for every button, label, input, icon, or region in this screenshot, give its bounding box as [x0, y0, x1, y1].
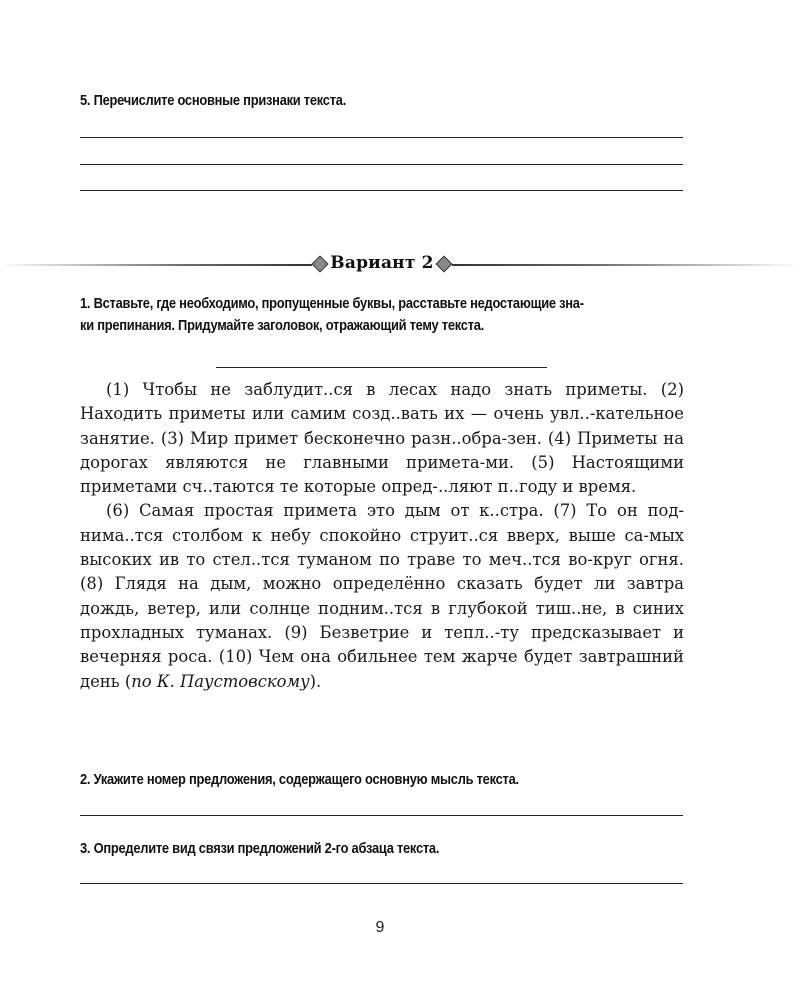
- answer-line[interactable]: [80, 190, 683, 191]
- diamond-icon: [312, 256, 329, 273]
- answer-line[interactable]: [80, 164, 683, 165]
- variant-title: Вариант 2: [330, 253, 434, 273]
- passage-paragraph-1: (1) Чтобы не заблудит..ся в лесах надо знать приметы. (2) Находить приметы или самим созд..вать их — очень увл..-кательное занятие. (3) Мир примет бесконечно разн..обра-зен. (4) Приметы на дорогах являются не главными примета-ми. (5) Настоящими приметами сч..таются те которые опред-..ляют п..году и время.: [80, 380, 684, 497]
- answer-line[interactable]: [80, 883, 683, 884]
- diamond-icon: [436, 256, 453, 273]
- header-rule-right: [452, 264, 800, 266]
- task-1-line-1: 1. Вставьте, где необходимо, пропущенные буквы, расставьте недостающие зна-: [80, 295, 584, 312]
- task-5-prompt: 5. Перечислите основные признаки текста.: [80, 92, 347, 109]
- task-3-prompt: 3. Определите вид связи предложений 2-го абзаца текста.: [80, 840, 440, 857]
- title-answer-line[interactable]: [216, 367, 547, 368]
- exercise-passage: [80, 378, 684, 694]
- task-1-prompt: [80, 293, 686, 337]
- passage-paragraph-2-text: (6) Самая простая примета это дым от к..стра. (7) То он под-нима..тся столбом к небу спокойно струит..ся вверх, выше са-мых высоких ив то стел..тся туманом по траве то меч..тся во-круг огня. (8) Глядя на дым, можно определённо сказать будет ли завтра дождь, ветер, или солнце подним..тся в глубокой тиш..не, в синих прохладных туманах. (9) Безветрие и тепл..-ту предсказывает и вечерняя роса. (10) Чем она обильнее тем жарче будет завтрашний день (: [80, 501, 684, 691]
- passage-closing: ).: [309, 671, 322, 691]
- header-rule-left: [0, 264, 312, 266]
- passage-paragraph-2: [80, 499, 684, 693]
- answer-line[interactable]: [80, 815, 683, 816]
- answer-line[interactable]: [80, 137, 683, 138]
- page-number: 9: [375, 919, 385, 936]
- variant-header: [0, 252, 800, 278]
- passage-author: по К. Паустовскому: [131, 671, 310, 691]
- task-1-line-2: ки препинания. Придумайте заголовок, отражающий тему текста.: [80, 317, 485, 334]
- task-2-prompt: 2. Укажите номер предложения, содержащего основную мысль текста.: [80, 771, 519, 788]
